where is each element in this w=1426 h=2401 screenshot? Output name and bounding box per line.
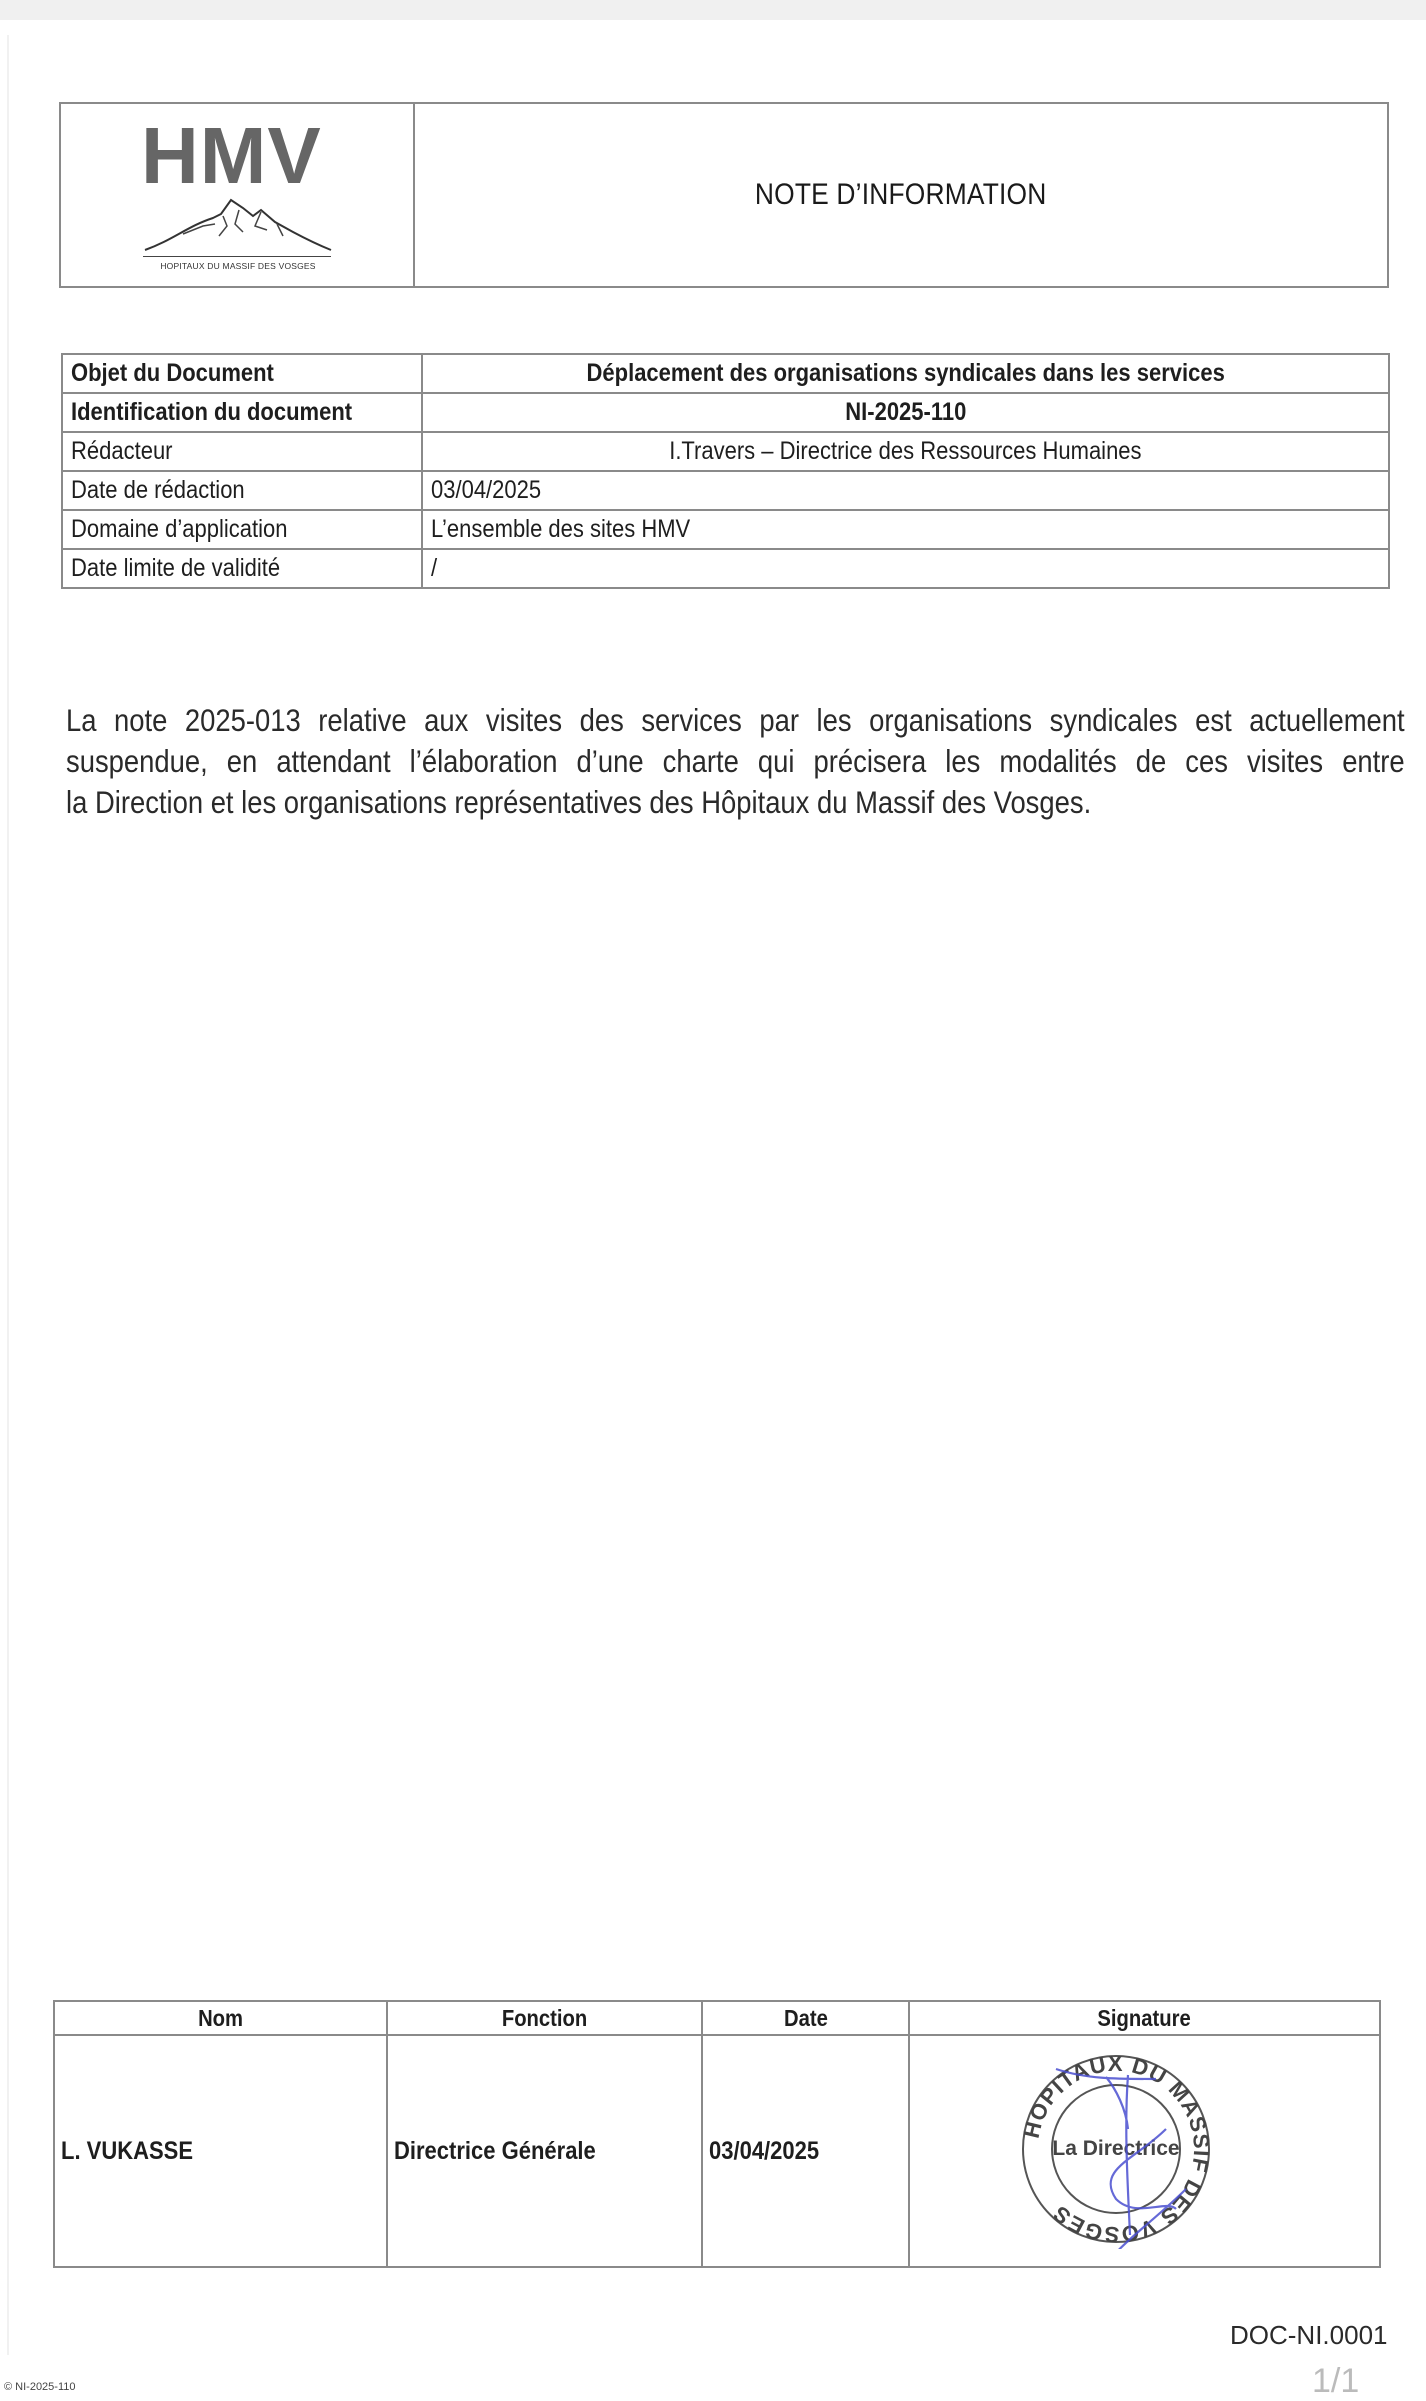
header-date: Date	[702, 2001, 909, 2035]
logo-divider	[143, 256, 331, 257]
header-fonction: Fonction	[387, 2001, 702, 2035]
meta-value-date-redaction: 03/04/2025	[422, 471, 1389, 510]
metadata-table	[61, 353, 1390, 589]
official-stamp-icon	[1016, 2049, 1216, 2249]
meta-value-redacteur: I.Travers – Directrice des Ressources Humaines	[422, 432, 1389, 471]
svg-text:HOPITAUX DU MASSIF DES VOSGES: HOPITAUX DU MASSIF DES VOSGES	[1018, 2050, 1215, 2248]
document-title: NOTE D’INFORMATION	[755, 178, 1047, 211]
meta-label-validite: Date limite de validité	[62, 549, 422, 588]
table-row	[62, 354, 1389, 393]
signatory-function: Directrice Générale	[387, 2035, 702, 2267]
table-row	[54, 2035, 1380, 2267]
body-line: La note 2025-013 relative aux visites des services par les organisations syndicales est actuellement	[66, 702, 1405, 738]
svg-text:La Directrice: La Directrice	[1052, 2137, 1180, 2160]
page-edge	[7, 35, 9, 2355]
table-row	[62, 549, 1389, 588]
header-nom: Nom	[54, 2001, 387, 2035]
meta-value-validite: /	[422, 549, 1389, 588]
copyright-notice: © NI-2025-110	[4, 2381, 76, 2393]
table-row	[62, 510, 1389, 549]
page-number: 1/1	[1312, 2362, 1360, 2400]
meta-label-identification: Identification du document	[62, 393, 422, 432]
mountain-icon	[143, 196, 333, 252]
signature-table	[53, 2000, 1381, 2268]
body-paragraph	[66, 700, 1404, 823]
signature-date: 03/04/2025	[702, 2035, 909, 2267]
document-reference: DOC-NI.0001	[1230, 2320, 1388, 2350]
logo	[61, 104, 415, 286]
signature-cell	[909, 2035, 1380, 2267]
meta-label-objet: Objet du Document	[62, 354, 422, 393]
title-cell	[415, 104, 1387, 286]
meta-label-date-redaction: Date de rédaction	[62, 471, 422, 510]
logo-acronym: HMV	[141, 111, 322, 200]
signatory-name: L. VUKASSE	[54, 2035, 387, 2267]
table-row	[62, 393, 1389, 432]
meta-value-domaine: L’ensemble des sites HMV	[422, 510, 1389, 549]
meta-label-redacteur: Rédacteur	[62, 432, 422, 471]
header-signature: Signature	[909, 2001, 1380, 2035]
body-line: la Direction et les organisations représentatives des Hôpitaux du Massif des Vosges.	[66, 784, 1092, 820]
meta-label-domaine: Domaine d’application	[62, 510, 422, 549]
meta-value-objet: Déplacement des organisations syndicales dans les services	[422, 354, 1389, 393]
table-header-row	[54, 2001, 1380, 2035]
body-line: suspendue, en attendant l’élaboration d’une charte qui précisera les modalités de ces visites entre	[66, 743, 1405, 779]
table-row	[62, 432, 1389, 471]
logo-subtitle: HOPITAUX DU MASSIF DES VOSGES	[160, 261, 316, 271]
meta-value-identification: NI-2025-110	[422, 393, 1389, 432]
document-header	[59, 102, 1389, 288]
table-row	[62, 471, 1389, 510]
viewer-top-bar	[0, 0, 1426, 20]
